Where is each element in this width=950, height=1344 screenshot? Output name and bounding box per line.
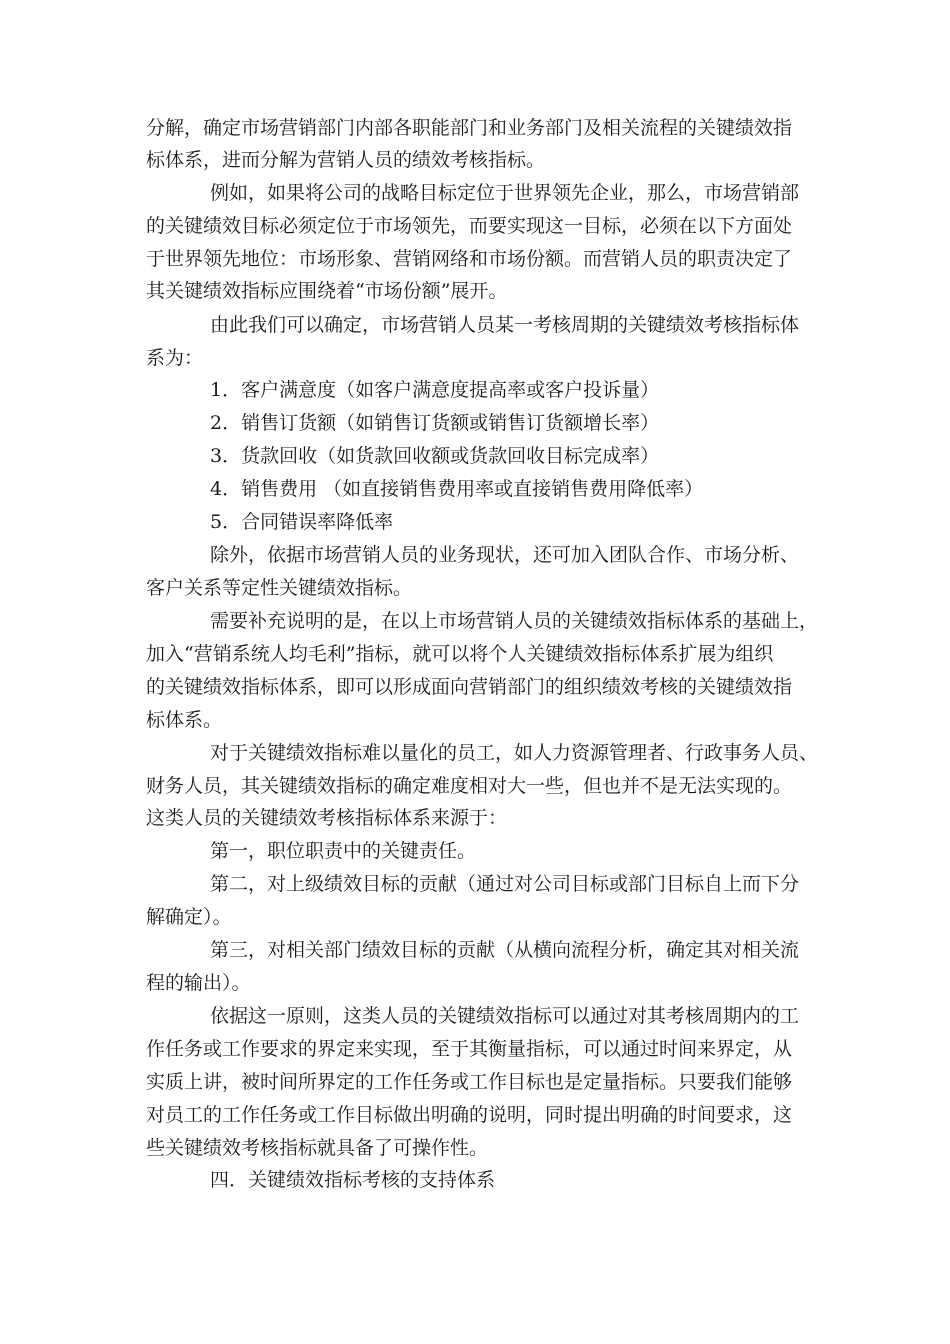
paragraph-start-line: 第一，职位职责中的关键责任。: [210, 840, 477, 862]
text-line: 客户关系等定性关键绩效指标。: [146, 577, 413, 599]
text-line: 标体系，进而分解为营销人员的绩效考核指标。: [146, 149, 546, 171]
paragraph-start-line: 第三，对相关部门绩效目标的贡献（从横向流程分析，确定其对相关流: [210, 939, 800, 961]
paragraph-start-line: 除外，依据市场营销人员的业务现状，还可加入团队合作、市场分析、: [210, 544, 800, 566]
paragraph-start-line: 对于关键绩效指标难以量化的员工，如人力资源管理者、行政事务人员、: [210, 742, 819, 764]
text-line: 于世界领先地位：市场形象、营销网络和市场份额。而营销人员的职责决定了: [146, 248, 793, 270]
text-line: 分解，确定市场营销部门内部各职能部门和业务部门及相关流程的关键绩效指: [146, 117, 793, 139]
list-item: 4．销售费用 （如直接销售费用率或直接销售费用降低率）: [210, 478, 704, 500]
text-line: 程的输出）。: [146, 972, 251, 994]
list-item: 3．货款回收（如货款回收额或货款回收目标完成率）: [210, 445, 660, 467]
text-line: 这类人员的关键绩效考核指标体系来源于：: [146, 807, 508, 829]
text-line: 些关键绩效考核指标就具备了可操作性。: [146, 1137, 489, 1159]
text-line: 加入“营销系统人均毛利”指标，就可以将个人关键绩效指标体系扩展为组织: [146, 643, 774, 665]
section-heading: 四．关键绩效指标考核的支持体系: [210, 1169, 496, 1191]
paragraph-start-line: 例如，如果将公司的战略目标定位于世界领先企业，那么，市场营销部: [210, 182, 800, 204]
text-line: 的关键绩效目标必须定位于市场领先，而要实现这一目标，必须在以下方面处: [146, 215, 793, 237]
paragraph-start-line: 由此我们可以确定，市场营销人员某一考核周期的关键绩效考核指标体: [210, 314, 800, 336]
text-line: 财务人员，其关键绩效指标的确定难度相对大一些，但也并不是无法实现的。: [146, 775, 793, 797]
text-line: 实质上讲，被时间所界定的工作任务或工作目标也是定量指标。只要我们能够: [146, 1071, 793, 1093]
paragraph-start-line: 需要补充说明的是，在以上市场营销人员的关键绩效指标体系的基础上，: [210, 610, 819, 632]
list-item: 1．客户满意度（如客户满意度提高率或客户投诉量）: [210, 379, 660, 401]
text-line: 其关键绩效指标应围绕着“市场份额”展开。: [146, 280, 508, 302]
text-line: 系为：: [146, 347, 204, 369]
list-item: 2．销售订货额（如销售订货额或销售订货额增长率）: [210, 412, 660, 434]
paragraph-start-line: 第二，对上级绩效目标的贡献（通过对公司目标或部门目标自上而下分: [210, 873, 800, 895]
text-line: 的关键绩效指标体系，即可以形成面向营销部门的组织绩效考核的关键绩效指: [146, 676, 793, 698]
text-line: 标体系。: [146, 709, 223, 731]
text-line: 对员工的工作任务或工作目标做出明确的说明，同时提出明确的时间要求，这: [146, 1104, 793, 1126]
list-item: 5．合同错误率降低率: [210, 511, 394, 533]
text-line: 作任务或工作要求的界定来实现，至于其衡量指标，可以通过时间来界定，从: [146, 1038, 793, 1060]
text-line: 解确定）。: [146, 906, 232, 928]
paragraph-start-line: 依据这一原则，这类人员的关键绩效指标可以通过对其考核周期内的工: [210, 1005, 800, 1027]
